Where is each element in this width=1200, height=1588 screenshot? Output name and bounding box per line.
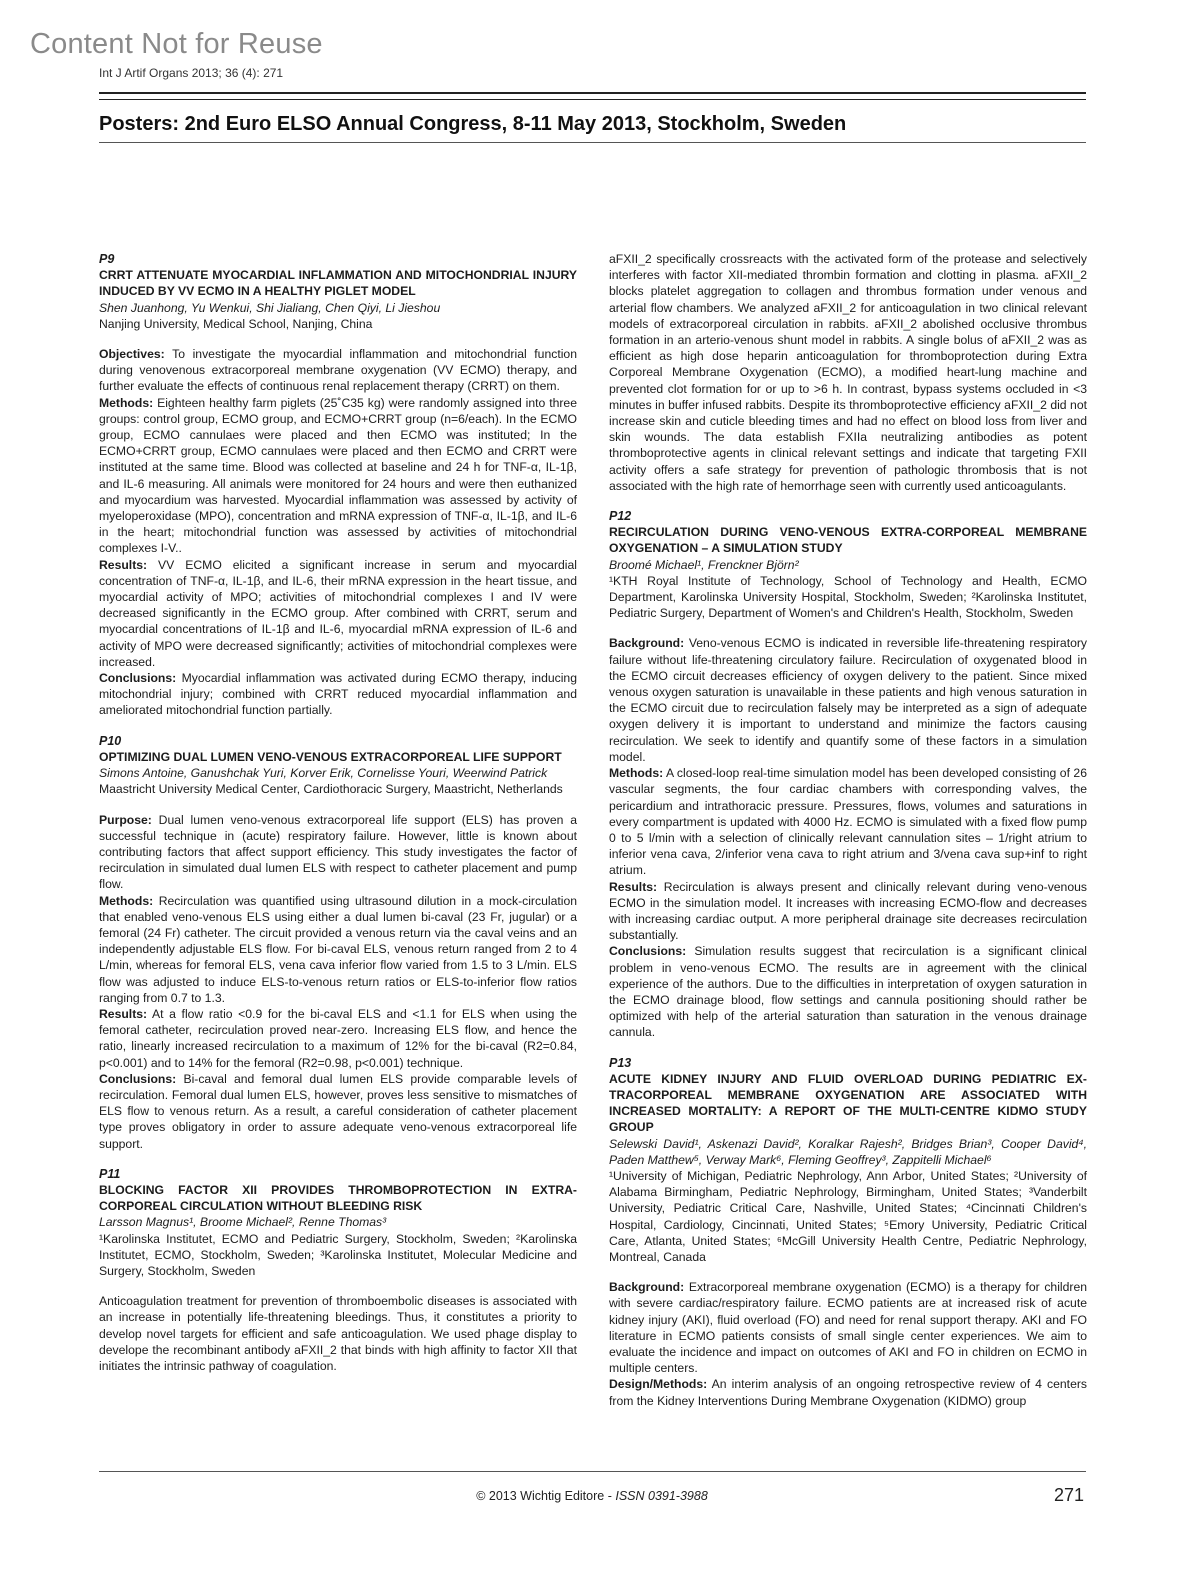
section-text: Eighteen healthy farm piglets (25˚C35 kg) were randomly assigned into three groups: control group, ECMO group, and ECMO+CRRT group (n=6/each). In the ECMO group, ECMO cannulaes were placed and then ECMO was instituted; In the ECMO+CRRT group, ECMO cannulaes were placed and then ECMO and CRRT were instituted at the same time. Blood was collected at baseline and 24 h for TNF-α, IL-1β, and IL-6 measuring. All animals were monitored for 24 hours and were then euthanized and myocardium was harvested. Myocardial inflammation was assessed by activity of myeloperoxidase (MPO), concentration and mRNA expression of TNF-α, IL-1β, and IL-6 in the heart; mitochondrial function was assessed by activities of mitochondrial complexes I-V.. [99, 395, 577, 556]
abstract-section [609, 635, 1087, 765]
abstract-p13 [609, 1055, 1087, 1409]
abstract-id: P12 [609, 509, 632, 524]
abstract-p9 [99, 251, 577, 719]
abstract-body: Anticoagulation treatment for prevention of thromboembolic diseases is associated with an increase in potentially life-threatening bleedings. Thus, it constitutes a priority to develop novel targets for efficient and safe anticoagulation. We used phage display to develope the recombinant antibody aFXII_2 that binds with high affinity to factor XII that initiates the intrinsic pathway of coagulation. [99, 1294, 577, 1373]
abstract-p10 [99, 733, 577, 1152]
section-label: Methods: [99, 395, 154, 410]
watermark: Content Not for Reuse [30, 28, 323, 60]
section-label: Conclusions: [99, 1071, 177, 1086]
section-label: Conclusions: [99, 671, 177, 686]
header-rule-thin [99, 99, 1086, 100]
abstract-authors: Selewski David¹, Askenazi David², Koralkar Rajesh², Bridges Brian³, Cooper David⁴, Paden Matthew⁵, Verway Mark⁶, Fleming Geoffrey³, Zappitelli Michael⁶ [609, 1136, 1087, 1167]
abstract-section [99, 812, 577, 893]
abstract-section [609, 943, 1087, 1040]
section-label: Background: [609, 1280, 685, 1295]
journal-citation: Int J Artif Organs 2013; 36 (4): 271 [99, 66, 284, 80]
footer-rule [99, 1471, 1086, 1472]
abstract-id: P13 [609, 1055, 632, 1070]
abstract-section [99, 1071, 577, 1152]
section-text: Simulation results suggest that recirculation is a significant clinical problem in veno-venous ECMO. The results are in agreement with the clinical experience of the authors. Due to the difficulties in interpretation of oxygen saturation in the ECMO drainage blood, flow settings and cannula positioning should rather be optimized with help of the arterial saturation than saturation in the venous drainage cannula. [609, 944, 1087, 1040]
abstract-title: OPTIMIZING DUAL LUMEN VENO-VENOUS EXTRACORPOREAL LIFE SUPPORT [99, 749, 562, 764]
section-text: Recirculation is always present and clinically relevant during veno-venous ECMO in the simulation model. It increases with increasing ECMO-flow and decreases with increasing cardiac output. A more peripheral drainage site decreases recirculation substantially. [609, 879, 1087, 943]
abstract-title: ACUTE KIDNEY INJURY AND FLUID OVERLOAD DURING PEDIATRIC EX-TRACORPOREAL MEMBRANE OXYGENATION ARE ASSOCIATED WITH INCREASED MORTALITY: A REPORT OF THE MULTI-CENTRE KIDMO STUDY GROUP [609, 1071, 1087, 1135]
abstract-id: P11 [99, 1166, 121, 1181]
abstract-section [609, 1279, 1087, 1376]
abstract-section [609, 879, 1087, 944]
section-text: Myocardial inflammation was activated during ECMO therapy, inducing mitochondrial injury; combined with CRRT reduced myocardial inflammation and ameliorated mitochondrial function partially. [99, 671, 577, 718]
abstract-section [99, 893, 577, 1006]
abstract-authors: Broomé Michael¹, Frenckner Björn² [609, 557, 799, 572]
right-column [609, 251, 1087, 1409]
abstract-affiliation: Nanjing University, Medical School, Nanjing, China [99, 316, 373, 331]
abstract-authors: Shen Juanhong, Yu Wenkui, Shi Jialiang, Chen Qiyi, Li Jieshou [99, 300, 441, 315]
section-text: To investigate the myocardial inflammation and mitochondrial function during venovenous extracorporeal membrane oxygenation (VV ECMO) therapy, and further evaluate the effects of continuous renal replacement therapy (CRRT) on them. [99, 347, 577, 394]
abstract-affiliation: ¹Karolinska Institutet, ECMO and Pediatric Surgery, Stockholm, Sweden; ²Karolinska Institutet, ECMO, Stockholm, Sweden; ³Karolinska Institutet, Molecular Medicine and Surgery, Stockholm, Sweden [99, 1231, 577, 1278]
header-rule-thick [99, 92, 1086, 94]
section-text: VV ECMO elicited a significant increase in serum and myocardial concentration of TNF-α, IL-1β, and IL-6, their mRNA expression in the heart tissue, and myocardial activity of MPO; activities of mitochondrial complexes I and IV were decreased significantly in the ECMO group. After combined with CRRT, serum and myocardial concentrations of IL-1β and IL-6, myocardial mRNA expression of IL-6 and activity of MPO were decreased significantly; activities of mitochondrial complexes were increased. [99, 557, 577, 669]
abstract-affiliation: ¹KTH Royal Institute of Technology, School of Technology and Health, ECMO Department, Karolinska University Hospital, Stockholm, Sweden; ²Karolinska Institutet, Pediatric Surgery, Department of Women's and Children's Health, Stockholm, Sweden [609, 573, 1087, 621]
abstract-authors: Simons Antoine, Ganushchak Yuri, Korver Erik, Cornelisse Youri, Weerwind Patrick [99, 766, 548, 781]
section-label: Results: [99, 1006, 148, 1021]
footer-copyright [0, 1489, 1184, 1503]
abstract-p11-continued: aFXII_2 specifically crossreacts with the activated form of the protease and selectively interferes with factor XII-mediated thrombin formation and clotting in plasma. aFXII_2 blocks platelet aggregation to collagen and thrombus formation under venous and arterial flow chambers. We analyzed aFXII_2 for anticoagulation in two clinical relevant models of extracorporeal circulation in rabbits. aFXII_2 abolished occlusive thrombus formation in an arterio-venous shunt model in rabbits. A single bolus of aFXII_2 was as efficient as high dose heparin anticoagulation for thromboprotection during Extra Corporeal Membrane Oxygenation (ECMO), a modified heart-lung machine and prevented clot formation for or up to >6 h. In contrast, bypass systems occluded in <3 minutes in buffer infused rabbits. Despite its thromboprotective efficiency aFXII_2 did not increase skin and cuticle bleeding times and had no effect on blood loss from liver and skin wounds. The data establish FXIIa neutralizing antibodies as potent thromboprotective agents in clinical relevant settings and indicate that targeting FXII activity offers a safe strategy for prevention of pathologic thrombosis that is not associated with the high rate of hemorrhage seen with currently used anticoagulants. [609, 252, 1087, 493]
abstract-affiliation: Maastricht University Medical Center, Cardiothoracic Surgery, Maastricht, Netherlands [99, 782, 563, 797]
copyright-text: © 2013 Wichtig Editore - [476, 1489, 616, 1503]
abstract-section [99, 557, 577, 670]
section-text: Dual lumen veno-venous extracorporeal life support (ELS) has proven a successful technique in (acute) respiratory failure. However, little is known about contributing factors that affect support efficiency. This study investigates the factor of recirculation in simulated dual lumen ELS with respect to catheter placement and pump flow. [99, 812, 577, 892]
section-label: Conclusions: [609, 944, 687, 959]
abstract-p11 [99, 1166, 577, 1374]
abstract-section [99, 395, 577, 557]
spacer [609, 494, 1087, 508]
abstract-id: P10 [99, 733, 122, 748]
abstract-section [99, 670, 577, 719]
spacer [609, 1041, 1087, 1055]
section-label: Methods: [99, 893, 154, 908]
spacer [99, 1152, 577, 1166]
section-label: Purpose: [99, 812, 152, 827]
page-number: 271 [1054, 1485, 1085, 1505]
abstract-section [609, 1376, 1087, 1408]
abstract-title: RECIRCULATION DURING VENO-VENOUS EXTRA-CORPOREAL MEMBRANE OXYGENATION – A SIMULATION STUDY [609, 525, 1087, 556]
abstract-section [99, 346, 577, 395]
title-rule [99, 142, 1086, 143]
abstract-id: P9 [99, 252, 115, 266]
section-label: Objectives: [99, 347, 165, 362]
page-title: Posters: 2nd Euro ELSO Annual Congress, 8-11 May 2013, Stockholm, Sweden [99, 113, 847, 135]
abstract-affiliation: ¹University of Michigan, Pediatric Nephrology, Ann Arbor, United States; ²University of Alabama Birmingham, Pediatric Nephrology, Birmingham, United States; ³Vanderbilt University, Pediatric Critical Care, Nashville, United States; ⁴Cincinnati Children's Hospital, Cardiology, Cincinnati, United States; ⁵Emory University, Pediatric Critical Care, Atlanta, United States; ⁶McGill University Health Centre, Pediatric Nephrology, Montreal, Canada [609, 1168, 1087, 1264]
section-text: At a flow ratio <0.9 for the bi-caval ELS and <1.1 for ELS when using the femoral catheter, recirculation proved near-zero. Increasing ELS flow, and hence the ratio, linearly increased recirculation to a maximum of 12% for the bi-caval (R2=0.84, p<0.001) and to 14% for the femoral (R2=0.98, p<0.001) technique. [99, 1006, 578, 1070]
abstract-title: BLOCKING FACTOR XII PROVIDES THROMBOPROTECTION IN EXTRA-CORPOREAL CIRCULATION WITHOUT BLEEDING RISK [99, 1182, 577, 1214]
section-label: Design/Methods: [609, 1377, 708, 1392]
spacer [99, 719, 577, 733]
section-text: Recirculation was quantified using ultrasound dilution in a mock-circulation that enabled veno-venous ELS using either a dual lumen bi-caval (23 Fr, jugular) or a femoral (24 Fr) catheter. The circuit provided a venous return via the caval veins and an independently adjustable ELS flow. For bi-caval ELS, venous return ranged from 2 to 4 L/min, whereas for femoral ELS, vena cava inferior flow varied from 1.5 to 3 L/min. ELS flow was adjusted to induce ELS-to-venous return ratios or ELS-to-inferior flow ratios ranging from 0.7 to 1.3. [99, 893, 577, 1005]
abstract-title: CRRT ATTENUATE MYOCARDIAL INFLAMMATION AND MITOCHONDRIAL INJURY INDUCED BY VV ECMO IN A HEALTHY PIGLET MODEL [99, 268, 577, 299]
section-text: Extracorporeal membrane oxygenation (ECMO) is a therapy for children with severe cardiac/respiratory failure. ECMO patients are at increased risk of acute kidney injury (AKI), fluid overload (FO) and need for renal support therapy. AKI and FO literature in ECMO patients consists of small single center experiences. We aim to evaluate the incidence and impact on outcomes of AKI and FO in children on ECMO in multiple centers. [609, 1280, 1088, 1376]
abstract-authors: Larsson Magnus¹, Broome Michael², Renne Thomas³ [99, 1215, 387, 1230]
section-label: Methods: [609, 766, 664, 781]
abstract-p12 [609, 508, 1087, 1041]
issn-text: ISSN 0391-3988 [615, 1489, 708, 1503]
abstract-section [99, 1006, 577, 1071]
left-column [99, 251, 577, 1374]
section-text: A closed-loop real-time simulation model has been developed consisting of 26 vascular segments, the four cardiac chambers with corresponding valves, the pericardium and intrathoracic pressure. Pressures, flows, volumes and saturations in every compartment is updated with 4000 Hz. ECMO is simulated with a fixed flow pump 0 to 5 l/min with a selection of clinically relevant cannulation sites – 1/right atrium to inferior vena cava, 2/inferior vena cava to right atrium and 3/vena cava sup+inf to right atrium. [609, 766, 1087, 878]
section-text: An interim analysis of an ongoing retrospective review of 4 centers from the Kidney Interventions During Membrane Oxygenation (KIDMO) group [609, 1377, 1087, 1408]
abstract-section [609, 765, 1087, 878]
section-text: Veno-venous ECMO is indicated in reversible life-threatening respiratory failure without life-threatening circulatory failure. Recirculation of oxygenated blood in the ECMO circuit decreases efficiency of oxygen delivery to the patient. Since mixed venous oxygen saturation is unavailable in these patients and high venous saturation in the ECMO circuit due to recirculation falsely may be interpreted as a sign of adequate oxygen delivery it is important to understand and minimize the factors causing recirculation. We seek to identify and quantify some of these factors in a simulation model. [609, 636, 1088, 764]
section-label: Results: [99, 557, 148, 572]
section-label: Results: [609, 879, 658, 894]
section-text: Bi-caval and femoral dual lumen ELS provide comparable levels of recirculation. Femoral dual lumen ELS, however, proves less sensitive to mismatches of ELS flow to venous return. As a result, a careful consideration of catheter placement type proves obligatory in order to assure adequate veno-venous extracorporeal life support. [99, 1071, 578, 1151]
section-label: Background: [609, 636, 685, 651]
